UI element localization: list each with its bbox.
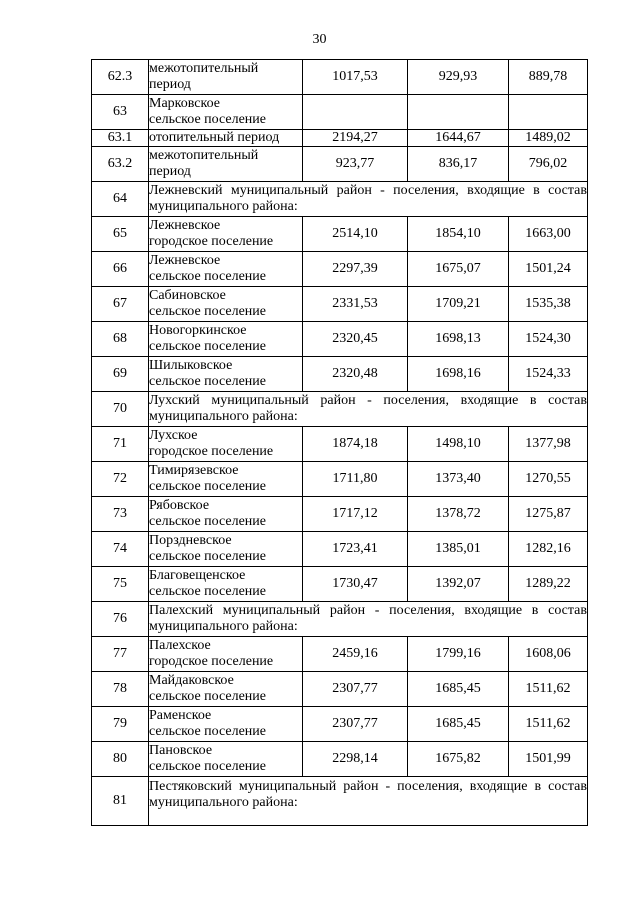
settlement-name-line: Майдаковское (149, 673, 234, 688)
settlement-name-line: сельское поселение (149, 304, 266, 319)
tariff-value-v1: 2320,45 (303, 322, 408, 357)
row-number: 67 (92, 287, 149, 322)
settlement-name-line: сельское поселение (149, 584, 266, 599)
tariff-value-v2 (408, 95, 509, 130)
row-number: 66 (92, 252, 149, 287)
settlement-name (149, 672, 303, 707)
settlement-name (149, 637, 303, 672)
row-number: 77 (92, 637, 149, 672)
tariff-value-v1: 1723,41 (303, 532, 408, 567)
settlement-name-line: период (149, 164, 191, 179)
tariff-table-body (92, 60, 588, 826)
settlement-name-line: сельское поселение (149, 479, 266, 494)
settlement-name-line: Порздневское (149, 533, 232, 548)
settlement-name-line: сельское поселение (149, 269, 266, 284)
settlement-name-line: сельское поселение (149, 759, 266, 774)
tariff-value-v3: 796,02 (509, 147, 588, 182)
tariff-table (91, 59, 588, 826)
district-title: Пестяковский муниципальный район - поселения, входящие в состав муниципального района: (149, 777, 588, 826)
settlement-name-line: сельское поселение (149, 374, 266, 389)
settlement-name-line: Благовещенское (149, 568, 246, 583)
table-row (92, 462, 588, 497)
table-row (92, 322, 588, 357)
settlement-name (149, 147, 303, 182)
row-number: 74 (92, 532, 149, 567)
tariff-value-v3: 1663,00 (509, 217, 588, 252)
settlement-name (149, 95, 303, 130)
tariff-value-v1: 2320,48 (303, 357, 408, 392)
settlement-name (149, 462, 303, 497)
settlement-name-line: Пановское (149, 743, 213, 758)
table-row (92, 287, 588, 322)
settlement-name-line: сельское поселение (149, 339, 266, 354)
row-number: 65 (92, 217, 149, 252)
settlement-name-line: сельское поселение (149, 514, 266, 529)
row-number: 70 (92, 392, 149, 427)
table-row (92, 217, 588, 252)
tariff-value-v3: 1511,62 (509, 672, 588, 707)
district-header-row (92, 182, 588, 217)
settlement-name-line: отопительный период (149, 130, 280, 145)
table-row (92, 130, 588, 147)
table-row (92, 147, 588, 182)
table-row (92, 60, 588, 95)
tariff-value-v3: 1377,98 (509, 427, 588, 462)
tariff-value-v2: 1854,10 (408, 217, 509, 252)
tariff-value-v1: 2298,14 (303, 742, 408, 777)
tariff-value-v2: 1675,07 (408, 252, 509, 287)
tariff-value-v2: 1498,10 (408, 427, 509, 462)
district-title: Палехский муниципальный район - поселения, входящие в состав муниципального района: (149, 602, 588, 637)
row-number: 63.1 (92, 130, 149, 147)
tariff-value-v1: 2194,27 (303, 130, 408, 147)
row-number: 73 (92, 497, 149, 532)
table-row (92, 637, 588, 672)
table-row (92, 707, 588, 742)
table-row (92, 567, 588, 602)
tariff-value-v3: 1535,38 (509, 287, 588, 322)
settlement-name (149, 532, 303, 567)
tariff-value-v3 (509, 95, 588, 130)
row-number: 80 (92, 742, 149, 777)
settlement-name (149, 322, 303, 357)
settlement-name (149, 287, 303, 322)
tariff-value-v1 (303, 95, 408, 130)
tariff-value-v1: 2297,39 (303, 252, 408, 287)
tariff-value-v1: 2459,16 (303, 637, 408, 672)
tariff-value-v2: 1392,07 (408, 567, 509, 602)
tariff-value-v1: 2514,10 (303, 217, 408, 252)
settlement-name-line: период (149, 77, 191, 92)
row-number: 76 (92, 602, 149, 637)
tariff-value-v3: 1270,55 (509, 462, 588, 497)
settlement-name-line: Шилыковское (149, 358, 233, 373)
tariff-value-v2: 1385,01 (408, 532, 509, 567)
tariff-value-v2: 1685,45 (408, 672, 509, 707)
settlement-name-line: Тимирязевское (149, 463, 239, 478)
tariff-value-v3: 1289,22 (509, 567, 588, 602)
settlement-name (149, 252, 303, 287)
tariff-value-v1: 1017,53 (303, 60, 408, 95)
table-row (92, 532, 588, 567)
district-title: Лежневский муниципальный район - поселения, входящие в состав муниципального района: (149, 182, 588, 217)
settlement-name-line: межотопительный (149, 61, 259, 76)
settlement-name (149, 497, 303, 532)
tariff-value-v2: 1799,16 (408, 637, 509, 672)
settlement-name-line: Марковское (149, 96, 220, 111)
tariff-value-v1: 2307,77 (303, 672, 408, 707)
tariff-value-v2: 1709,21 (408, 287, 509, 322)
table-row (92, 672, 588, 707)
settlement-name-line: межотопительный (149, 148, 259, 163)
row-number: 68 (92, 322, 149, 357)
tariff-value-v3: 1608,06 (509, 637, 588, 672)
settlement-name-line: Лухское (149, 428, 198, 443)
tariff-value-v3: 889,78 (509, 60, 588, 95)
district-header-row (92, 777, 588, 826)
table-row (92, 742, 588, 777)
table-row (92, 427, 588, 462)
settlement-name-line: сельское поселение (149, 689, 266, 704)
row-number: 78 (92, 672, 149, 707)
row-number: 71 (92, 427, 149, 462)
tariff-value-v1: 923,77 (303, 147, 408, 182)
settlement-name (149, 357, 303, 392)
district-title: Лухский муниципальный район - поселения, входящие в состав муниципального района: (149, 392, 588, 427)
tariff-value-v3: 1511,62 (509, 707, 588, 742)
tariff-value-v2: 1698,13 (408, 322, 509, 357)
settlement-name (149, 130, 303, 147)
tariff-value-v2: 1698,16 (408, 357, 509, 392)
page-number: 30 (312, 32, 327, 47)
tariff-value-v2: 1644,67 (408, 130, 509, 147)
settlement-name-line: Новогоркинское (149, 323, 247, 338)
row-number: 75 (92, 567, 149, 602)
tariff-value-v1: 1711,80 (303, 462, 408, 497)
table-row (92, 95, 588, 130)
tariff-value-v3: 1275,87 (509, 497, 588, 532)
settlement-name (149, 60, 303, 95)
tariff-value-v3: 1282,16 (509, 532, 588, 567)
tariff-value-v2: 1685,45 (408, 707, 509, 742)
table-row (92, 357, 588, 392)
tariff-value-v3: 1524,33 (509, 357, 588, 392)
row-number: 81 (92, 777, 149, 826)
settlement-name-line: городское поселение (149, 654, 274, 669)
settlement-name-line: Сабиновское (149, 288, 226, 303)
row-number: 72 (92, 462, 149, 497)
table-row (92, 252, 588, 287)
settlement-name (149, 217, 303, 252)
tariff-value-v2: 1373,40 (408, 462, 509, 497)
tariff-value-v3: 1501,99 (509, 742, 588, 777)
row-number: 62.3 (92, 60, 149, 95)
row-number: 79 (92, 707, 149, 742)
district-header-row (92, 602, 588, 637)
tariff-value-v2: 929,93 (408, 60, 509, 95)
tariff-value-v3: 1501,24 (509, 252, 588, 287)
settlement-name (149, 427, 303, 462)
row-number: 69 (92, 357, 149, 392)
row-number: 63 (92, 95, 149, 130)
tariff-value-v2: 1675,82 (408, 742, 509, 777)
settlement-name-line: Палехское (149, 638, 211, 653)
settlement-name-line: сельское поселение (149, 112, 266, 127)
settlement-name (149, 742, 303, 777)
tariff-value-v1: 1730,47 (303, 567, 408, 602)
tariff-value-v1: 2331,53 (303, 287, 408, 322)
tariff-value-v1: 1717,12 (303, 497, 408, 532)
district-header-row (92, 392, 588, 427)
settlement-name (149, 707, 303, 742)
row-number: 63.2 (92, 147, 149, 182)
settlement-name-line: сельское поселение (149, 549, 266, 564)
settlement-name-line: Лежневское (149, 218, 221, 233)
tariff-value-v2: 836,17 (408, 147, 509, 182)
settlement-name-line: Раменское (149, 708, 212, 723)
row-number: 64 (92, 182, 149, 217)
tariff-value-v1: 1874,18 (303, 427, 408, 462)
settlement-name-line: Лежневское (149, 253, 221, 268)
settlement-name (149, 567, 303, 602)
settlement-name-line: городское поселение (149, 444, 274, 459)
tariff-value-v3: 1524,30 (509, 322, 588, 357)
settlement-name-line: Рябовское (149, 498, 210, 513)
table-row (92, 497, 588, 532)
tariff-value-v2: 1378,72 (408, 497, 509, 532)
settlement-name-line: сельское поселение (149, 724, 266, 739)
tariff-value-v3: 1489,02 (509, 130, 588, 147)
settlement-name-line: городское поселение (149, 234, 274, 249)
tariff-value-v1: 2307,77 (303, 707, 408, 742)
